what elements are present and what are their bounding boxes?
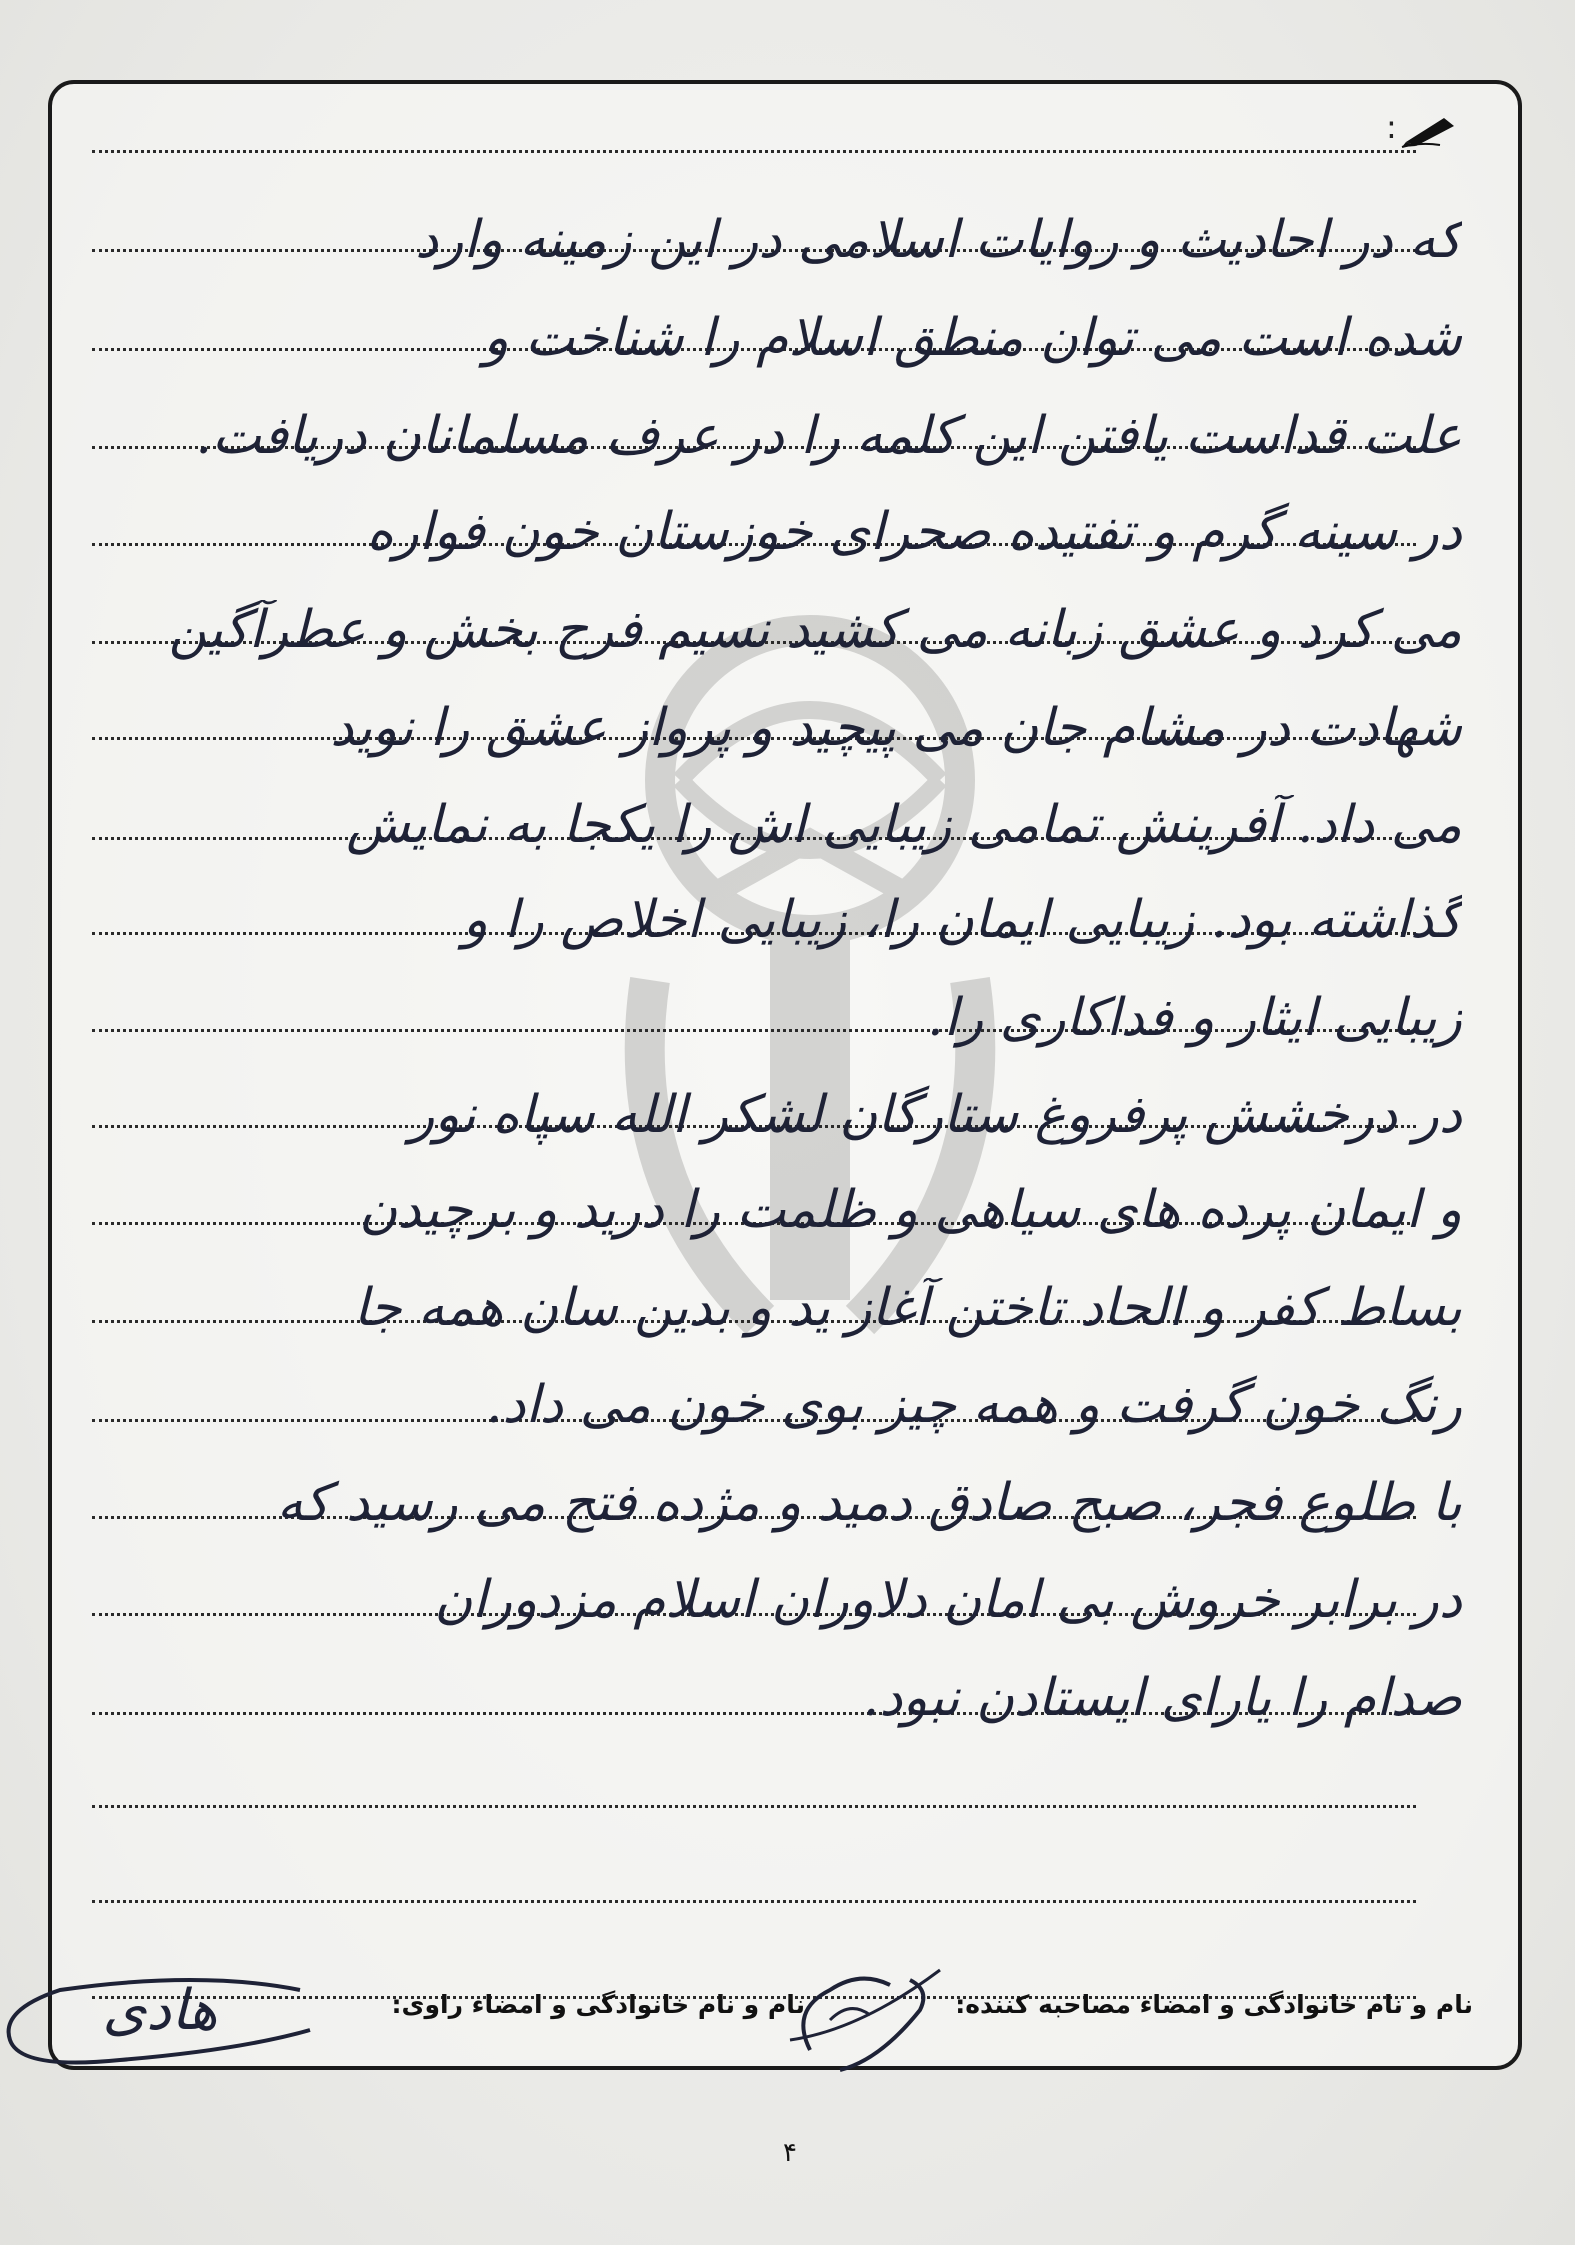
interviewer-signature (770, 1930, 950, 2080)
handwritten-line: بساط کفر و الحاد تاختن آغاز ید و بدین سان همه جا (353, 1278, 1462, 1338)
interviewer-signature-label: نام و نام خانوادگی و امضاء مصاحبه کننده: (955, 1990, 1473, 2019)
emblem-watermark (560, 560, 1060, 1380)
header-colon: : (1386, 108, 1397, 146)
handwritten-line: شده است می توان منطق اسلام را شناخت و (483, 308, 1462, 368)
writing-line (92, 1805, 1416, 1808)
narrator-signature-name: هادی (102, 1978, 218, 2043)
handwritten-line: در برابر خروش بی امان دلاوران اسلام مزدوران (434, 1570, 1462, 1630)
handwritten-line: می کرد و عشق زبانه می کشید نسیم فرح بخش و عطرآگین (168, 600, 1462, 660)
narrator-signature-label: نام و نام خانوادگی و امضاء راوی: (391, 1990, 805, 2019)
pen-writing-icon (1400, 112, 1460, 148)
handwritten-line: علت قداست یافتن این کلمه را در عرف مسلمانان دریافت. (195, 406, 1462, 466)
page-number: ۴ (783, 2138, 797, 2168)
handwritten-line: در سینه گرم و تفتیده صحرای خوزستان خون فواره (366, 502, 1462, 562)
handwritten-line: صدام را یارای ایستادن نبود. (862, 1668, 1462, 1728)
writing-line (92, 150, 1416, 153)
handwritten-line: گذاشته بود. زیبایی ایمان را، زیبایی اخلاص را و (462, 890, 1462, 950)
handwritten-line: و ایمان پرده های سیاهی و ظلمت را درید و برچیدن (359, 1180, 1462, 1240)
writing-line (92, 1900, 1416, 1903)
handwritten-line: در درخشش پرفروغ ستارگان لشکر الله سپاه نور (409, 1085, 1462, 1145)
handwritten-line: با طلوع فجر، صبح صادق دمید و مژده فتح می رسید که (276, 1473, 1462, 1533)
handwritten-line: رنگ خون گرفت و همه چیز بوی خون می داد. (485, 1375, 1462, 1435)
handwritten-line: زیبایی ایثار و فداکاری را. (927, 988, 1462, 1048)
handwritten-line: شهادت در مشام جان می پیچید و پرواز عشق را نوید (330, 698, 1462, 758)
handwritten-line: می داد. آفرینش تمامی زیبایی اش را یکجا به نمایش (346, 795, 1462, 855)
handwritten-line: که در احادیث و روایات اسلامی در این زمینه وارد (415, 210, 1462, 270)
